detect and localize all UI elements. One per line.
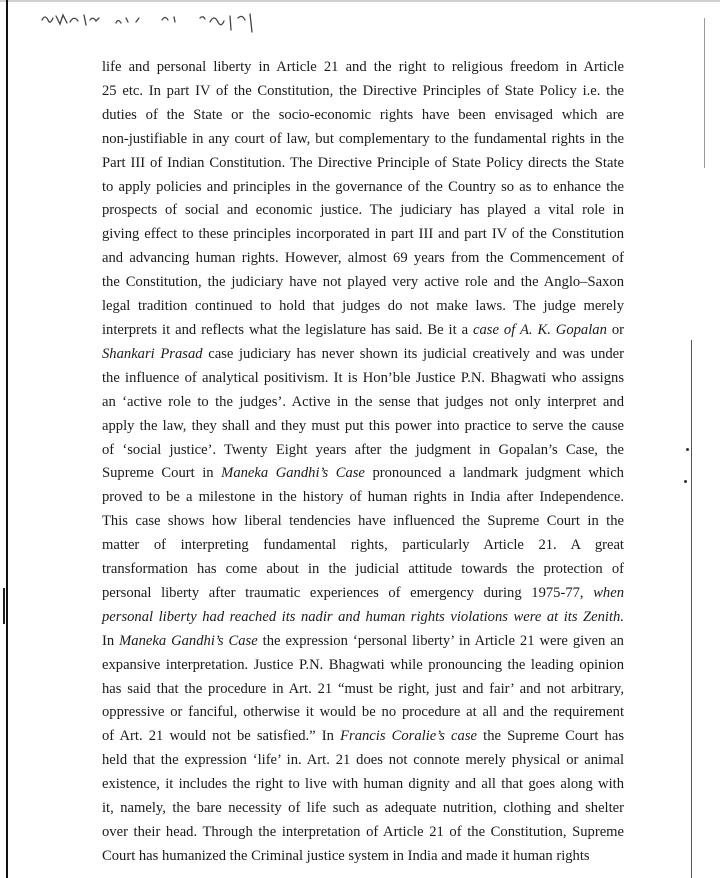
text-run: interprets it and reflects what the legislature has said. Be it a	[102, 321, 474, 338]
text-line	[102, 295, 624, 319]
text-line	[102, 725, 624, 749]
text-run: expansive interpretation. Justice P.N. Bhagwati while pronouncing the leading opinion	[102, 656, 624, 673]
text-run: over their head. Through the interpretation of Article 21 of the Constitution, Supreme	[102, 824, 624, 840]
italic-text: case of A. K. Gopalan	[473, 321, 607, 338]
text-run: has said that the procedure in Art. 21 “must be right, just and fair’ and not arbitrary,	[102, 680, 624, 697]
text-line	[102, 56, 624, 80]
text-line	[102, 486, 624, 510]
text-run: held that the expression ‘life’ in. Art. 21 does not connote merely physical or animal	[102, 752, 624, 769]
text-run: pronounced a landmark judgment which	[364, 465, 624, 482]
text-line	[102, 582, 624, 606]
scan-speck	[686, 448, 689, 451]
text-run: oppressive or fanciful, otherwise it would be no procedure at all and the requirement	[102, 704, 624, 721]
text-run: Supreme Court in	[102, 465, 222, 482]
italic-text: Maneka Gandhi’s Case	[221, 465, 365, 482]
text-run: proved to be a milestone in the history of human rights in India after Independence.	[102, 489, 624, 506]
text-line	[102, 678, 624, 702]
text-line	[102, 319, 624, 343]
text-line	[102, 749, 624, 773]
italic-text: personal liberty had reached its nadir and human rights violations were at its Zenith.	[102, 608, 624, 625]
document-body	[102, 56, 624, 869]
text-line	[102, 773, 624, 797]
text-run: it, namely, the bare necessity of life such as adequate nutrition, clothing and shelter	[102, 800, 624, 817]
text-run: the Constitution, the judiciary have not played very active role and the Anglo–Saxon	[102, 274, 624, 291]
text-run: to apply policies and principles in the governance of the Country so as to enhance the	[102, 178, 624, 195]
text-run: legal tradition continued to hold that judges do not make laws. The judge merely	[102, 298, 624, 315]
text-line	[102, 510, 624, 534]
text-line	[102, 247, 624, 271]
scan-top-edge	[0, 0, 720, 2]
scan-artifact-right-line	[704, 18, 705, 168]
text-run: matter of interpreting fundamental rights, particularly Article 21. A great	[102, 537, 624, 554]
text-line	[102, 821, 624, 845]
text-run: duties of the State or the socio-economic rights have been envisaged which are	[102, 106, 624, 123]
text-line	[102, 152, 624, 176]
text-line	[102, 199, 624, 223]
text-line	[102, 415, 624, 439]
text-run: the influence of analytical positivism. It is Hon’ble Justice P.N. Bhagwati who assigns	[102, 369, 624, 386]
italic-text: Francis Coralie’s case	[340, 728, 477, 745]
text-line	[102, 104, 624, 128]
text-line	[102, 558, 624, 582]
italic-text: Maneka Gandhi’s Case	[119, 632, 258, 649]
text-run: life and personal liberty in Article 21 and the right to religious freedom in Article	[102, 59, 624, 75]
text-run: Part III of Indian Constitution. The Directive Principle of State Policy directs the State	[102, 154, 624, 171]
text-run: non-justifiable in any court of law, but complementary to the fundamental rights in the	[102, 130, 624, 147]
italic-text: when	[593, 584, 624, 601]
text-run: of ‘social justice’. Twenty Eight years after the judgment in Gopalan’s Case, the	[102, 441, 624, 458]
page-left-border	[6, 0, 8, 878]
scan-artifact-left-mark	[3, 588, 5, 624]
text-line	[102, 630, 624, 654]
text-run: giving effect to these principles incorporated in part III and part IV of the Constitution	[102, 226, 624, 243]
text-run: case judiciary has never shown its judicial creatively and was under	[202, 345, 624, 362]
text-line	[102, 462, 624, 486]
text-line	[102, 343, 624, 367]
text-line	[102, 439, 624, 463]
text-line	[102, 176, 624, 200]
text-run: the expression ‘personal liberty’ in Article 21 were given an	[257, 632, 624, 649]
text-run: of Art. 21 would not be satisfied.” In	[102, 728, 341, 745]
text-line	[102, 845, 624, 869]
text-run: 25 etc. In part IV of the Constitution, the Directive Principles of State Policy i.e. the	[102, 82, 624, 99]
text-line	[102, 534, 624, 558]
text-line	[102, 701, 624, 725]
text-run: transformation has come about in the judicial attitude towards the protection of	[102, 561, 624, 578]
text-run: or	[606, 321, 624, 338]
text-line	[102, 654, 624, 678]
text-run: existence, it includes the right to live with human dignity and all that goes along with	[102, 776, 624, 793]
text-line	[102, 128, 624, 152]
text-run: In	[102, 632, 120, 649]
text-line	[102, 606, 624, 630]
text-line	[102, 223, 624, 247]
text-run: an ‘active role to the judges’. Active in the sense that judges not only interpret and	[102, 393, 624, 410]
text-run: personal liberty after traumatic experiences of emergency during 1975-77,	[102, 584, 594, 601]
text-line	[102, 391, 624, 415]
scan-speck	[684, 480, 687, 483]
text-run: the Supreme Court has	[476, 728, 624, 745]
italic-text: Shankari Prasad	[102, 345, 203, 362]
page-right-border	[691, 340, 692, 878]
illegible-header-scribble	[40, 6, 300, 36]
text-line	[102, 367, 624, 391]
text-line	[102, 80, 624, 104]
text-line	[102, 271, 624, 295]
text-run: This case shows how liberal tendencies have influenced the Supreme Court in the	[102, 513, 624, 530]
text-run: Court has humanized the Criminal justice system in India and made it human rights	[102, 847, 590, 864]
text-run: apply the law, they shall and they must put this power into practice to serve the cause	[102, 417, 624, 434]
text-run: prospects of social and economic justice. The judiciary has played a vital role in	[102, 202, 624, 219]
text-run: and advancing human rights. However, almost 69 years from the Commencement of	[102, 250, 624, 267]
text-line	[102, 797, 624, 821]
